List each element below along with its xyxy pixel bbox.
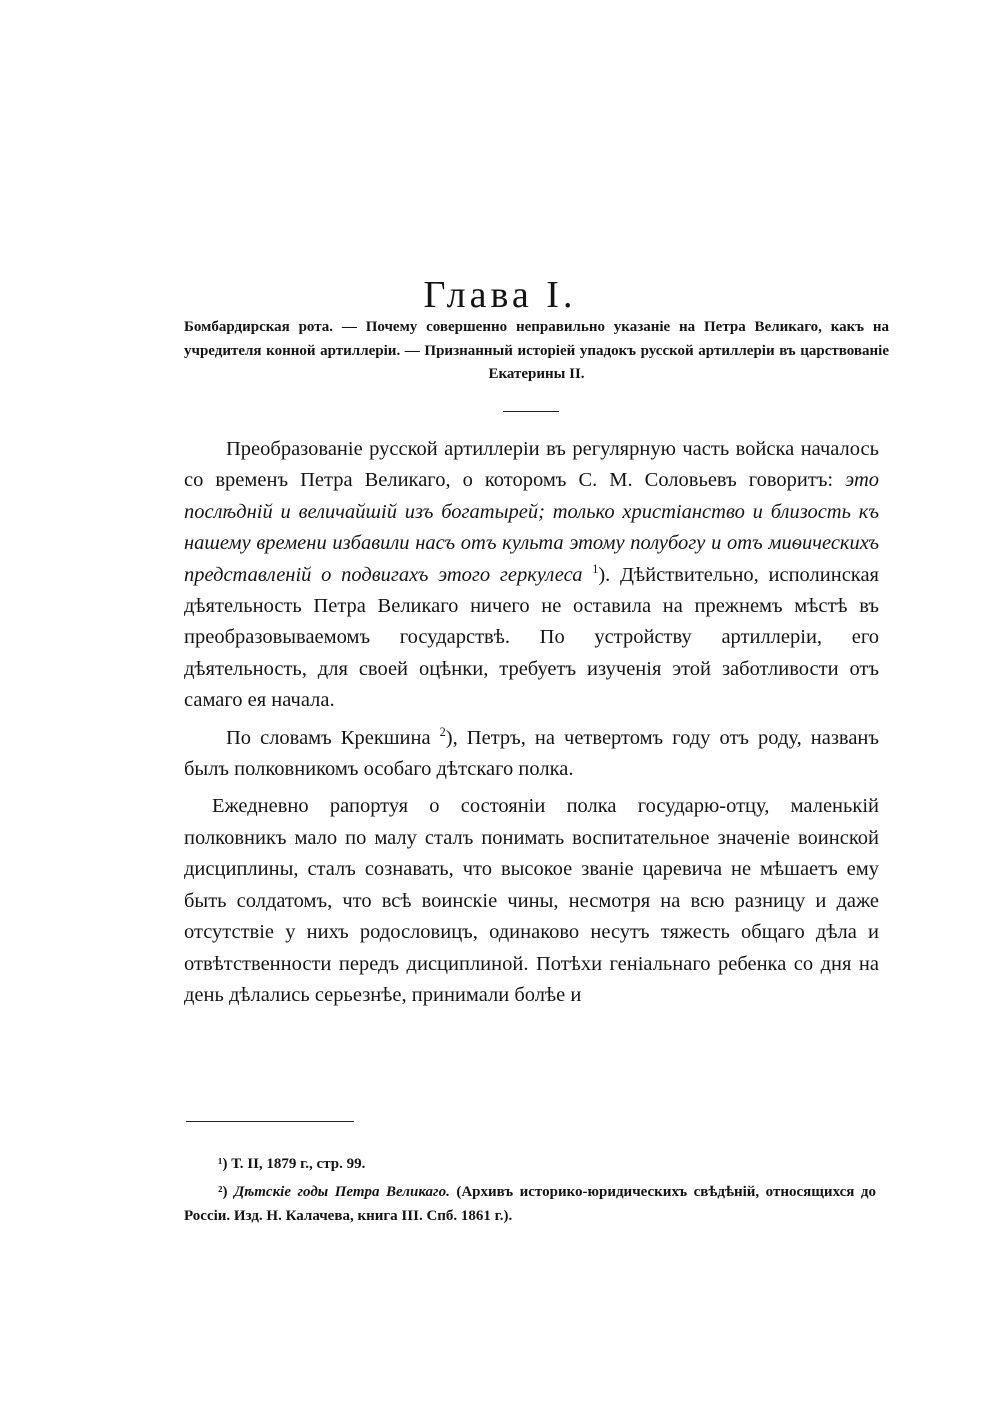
footnote-ref-2[interactable]: 2	[439, 724, 446, 739]
footnote-separator	[186, 1121, 354, 1122]
footnote-1-text: Т. II, 1879 г., стр. 99.	[231, 1156, 366, 1172]
footnotes	[184, 1152, 876, 1228]
paragraph-2-lead: По словамъ Крекшина	[226, 726, 440, 749]
chapter-summary: Бомбардирская рота. — Почему совершенно неправильно указаніе на Петра Великаго, какъ на учредителя конной артиллеріи. — Признанный исторіей упадокъ русской артиллеріи въ царствованіе Екатерины II.	[184, 319, 889, 382]
soloviev-quote: это послѣдній и величайшій изъ богатырей; только христіанство и близость къ нашему времени избавили насъ отъ культа этому полубогу и отъ миѳическихъ представленій о подвигахъ этого геркулеса	[184, 469, 879, 586]
paragraph-1-lead: Преобразованіе русской артиллеріи въ регулярную часть войска началось со временъ Петра Великаго, о которомъ С. М. Соловьевъ говоритъ:	[184, 438, 879, 492]
paragraph-1	[184, 434, 879, 717]
paragraph-3: Ежедневно рапортуя о состояніи полка государю-отцу, маленькій полковникъ мало по малу сталъ понимать воспитательное значеніе воинской дисциплины, сталъ сознавать, что высокое званіе царевича не мѣшаетъ ему быть солдатомъ, что всѣ воинскіе чины, несмотря на всю разницу и даже отсутствіе у нихъ родословицъ, одинаково несутъ тяжесть общаго дѣла и отвѣтственности передъ дисциплиной. Потѣхи геніальнаго ребенка со дня на день дѣлались серьезнѣе, принимали болѣе и	[184, 795, 879, 1006]
footnote-1-mark: ¹)	[218, 1156, 228, 1172]
footnote-2	[184, 1180, 876, 1228]
main-text	[184, 434, 879, 1011]
paragraph-2-tail: ), Петръ, на четвертомъ году отъ роду, названъ былъ полковникомъ особаго дѣтскаго полка.	[184, 726, 879, 781]
footnote-2-text: (Архивъ историко-юридическихъ свѣдѣній, относящихся до Россіи. Изд. Н. Калачева, книга III. Спб. 1861 г.).	[184, 1184, 876, 1224]
footnote-ref-1[interactable]: 1	[592, 561, 599, 576]
footnote-2-mark: ²)	[218, 1184, 228, 1200]
footnote-2-title: Дѣтскіе годы Петра Великаго.	[234, 1184, 450, 1200]
paragraph-2	[184, 723, 879, 786]
footnote-1	[184, 1152, 876, 1176]
section-divider	[503, 411, 559, 412]
chapter-title: Глава I.	[423, 274, 577, 317]
paragraph-1-tail: ). Дѣйствительно, исполинская дѣятельность Петра Великаго ничего не оставила на прежнемъ мѣстѣ въ преобразовываемомъ государствѣ. По устройству артиллеріи, его дѣятельность, для своей оцѣнки, требуетъ изученія этой заботливости отъ самаго ея начала.	[184, 563, 879, 712]
